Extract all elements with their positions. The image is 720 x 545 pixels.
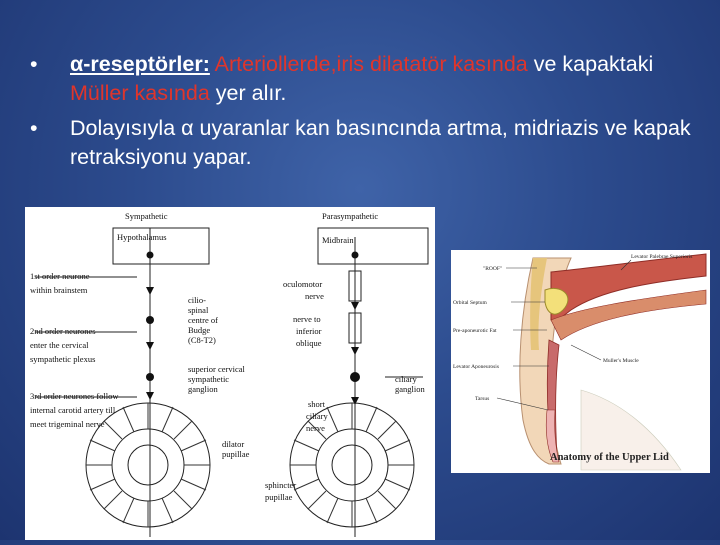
bullet-dot: • [30, 116, 38, 140]
svg-text:oculomotor: oculomotor [283, 279, 323, 289]
svg-text:sympathetic: sympathetic [188, 374, 230, 384]
svg-text:pupillae: pupillae [222, 449, 250, 459]
svg-text:oblique: oblique [296, 338, 322, 348]
highlight-muller: Müller kasında [70, 81, 210, 105]
alpha-receptors-term: α-reseptörler: [70, 52, 210, 76]
svg-text:spinal: spinal [188, 305, 209, 315]
bullet-list [28, 50, 708, 178]
pupil-pathway-diagram [25, 207, 435, 540]
svg-text:dilator: dilator [222, 439, 245, 449]
svg-text:Levator Aponeurosis: Levator Aponeurosis [453, 364, 499, 370]
label-midbrain: Midbrain [322, 235, 354, 245]
bullet-alpha-effects [28, 114, 708, 172]
svg-text:ciliary: ciliary [306, 411, 328, 421]
svg-text:Orbital Septum: Orbital Septum [453, 300, 487, 306]
svg-text:Budge: Budge [188, 325, 211, 335]
label-sympathetic: Sympathetic [125, 211, 168, 221]
svg-text:meet trigeminal nerve: meet trigeminal nerve [30, 419, 105, 429]
bullet-alpha-receptors: • α-reseptörler: Arteriollerde,iris dilatatör kasında ve kapaktaki Müller kasında yer alır. [30, 52, 654, 105]
svg-text:ciliary: ciliary [395, 374, 417, 384]
svg-text:Muller's Muscle: Muller's Muscle [603, 358, 639, 364]
svg-text:short: short [308, 399, 325, 409]
svg-text:ganglion: ganglion [395, 384, 425, 394]
svg-text:pupillae: pupillae [265, 492, 293, 502]
svg-text:cilio-: cilio- [188, 295, 206, 305]
bullet-dot: • [30, 52, 38, 76]
upper-lid-diagram [451, 250, 710, 473]
svg-text:sympathetic plexus: sympathetic plexus [30, 354, 96, 364]
svg-text:centre of: centre of [188, 315, 218, 325]
svg-text:Tarsus: Tarsus [475, 396, 490, 402]
lid-caption: Anatomy of the Upper Lid [550, 452, 669, 463]
svg-text:internal carotid artery till: internal carotid artery till [30, 405, 116, 415]
svg-text:inferior: inferior [296, 326, 322, 336]
svg-text:sphincter: sphincter [265, 480, 297, 490]
highlight-arterioles: Arteriollerde,iris dilatatör kasında [214, 52, 528, 76]
svg-text:2nd order neurones: 2nd order neurones [30, 326, 96, 336]
svg-text:nerve: nerve [306, 423, 325, 433]
svg-text:1st order neurone: 1st order neurone [30, 271, 90, 281]
bullet-text: Dolayısıyla α uyaranlar kan basıncında artma, midriazis ve kapak retraksiyonu yapar. [70, 116, 691, 169]
label-hypothalamus: Hypothalamus [117, 232, 167, 242]
svg-text:Pre-aponeurotic Fat: Pre-aponeurotic Fat [453, 328, 497, 334]
svg-text:ganglion: ganglion [188, 384, 218, 394]
svg-text:"ROOF": "ROOF" [483, 266, 503, 272]
svg-text:within brainstem: within brainstem [30, 285, 88, 295]
upper-lid-svg [451, 250, 710, 473]
svg-text:Levator Palebrae Superioris: Levator Palebrae Superioris [631, 254, 693, 260]
svg-text:enter the cervical: enter the cervical [30, 340, 89, 350]
pupil-pathway-svg [25, 207, 435, 540]
svg-text:nerve to: nerve to [293, 314, 321, 324]
svg-text:superior cervical: superior cervical [188, 364, 245, 374]
svg-text:3rd order neurones follow: 3rd order neurones follow [30, 391, 119, 401]
svg-text:nerve: nerve [305, 291, 324, 301]
label-parasympathetic: Parasympathetic [322, 211, 379, 221]
svg-text:(C8-T2): (C8-T2) [188, 335, 216, 345]
